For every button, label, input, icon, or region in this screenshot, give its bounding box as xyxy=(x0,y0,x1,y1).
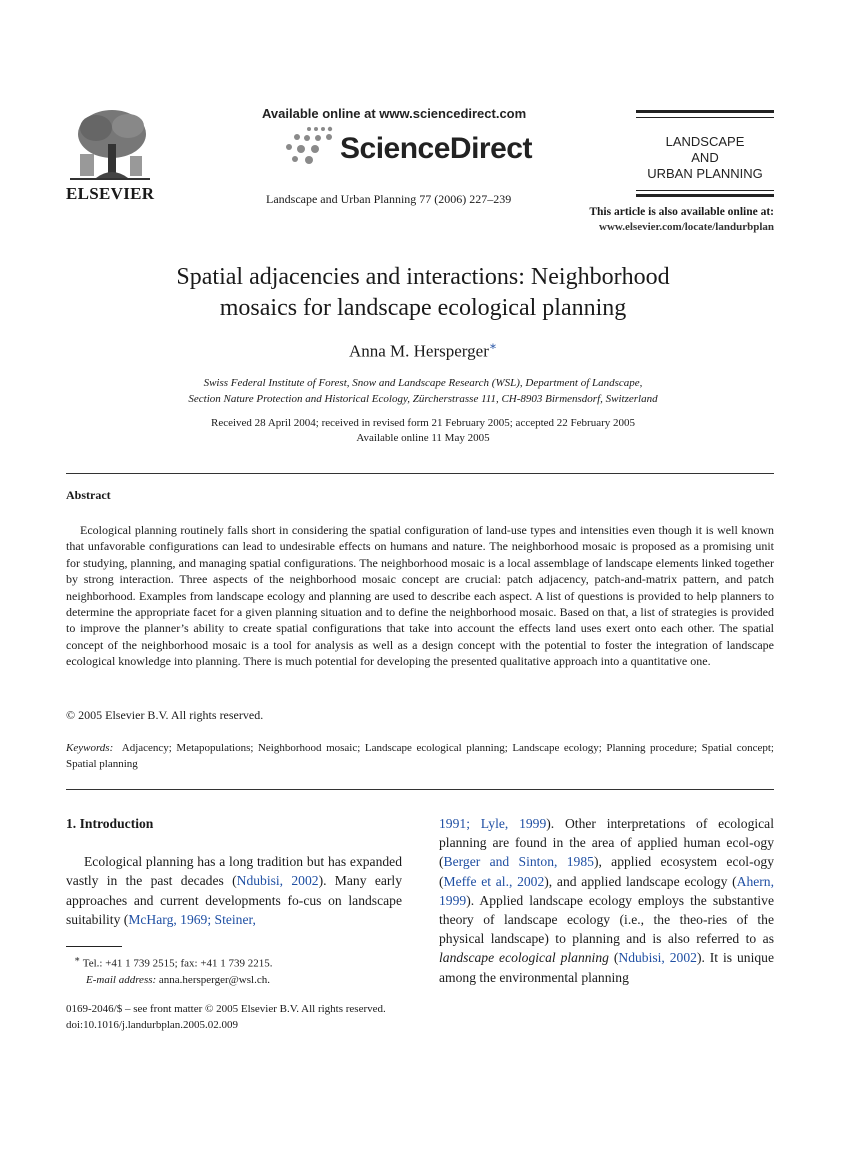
abstract-copyright: © 2005 Elsevier B.V. All rights reserved. xyxy=(66,708,264,722)
journal-citation: Landscape and Urban Planning 77 (2006) 227–239 xyxy=(266,192,512,206)
footnote xyxy=(66,951,406,988)
footnote-mark: ∗ xyxy=(74,954,81,964)
citation-link[interactable]: Ndubisi, 2002 xyxy=(236,873,319,889)
body-text: ), and applied landscape ecology ( xyxy=(544,873,737,889)
title-line: Spatial adjacencies and interactions: Neighborhood xyxy=(176,264,670,290)
body-text: ). Applied landscape ecology employs the substantive theory of landscape ecology (i.e., the theo-ries of the physical landscape) to planning and is also referred to as xyxy=(439,892,774,947)
left-column xyxy=(66,814,402,929)
intro-paragraph xyxy=(66,852,402,929)
divider xyxy=(66,473,774,474)
divider xyxy=(66,789,774,790)
citation-link[interactable]: Meffe et al., 2002 xyxy=(443,873,545,889)
body-text: Ecological planning has a long tradition but has expanded vastly in the past decades ( xyxy=(66,854,402,889)
sciencedirect-wordmark: ScienceDirect xyxy=(340,132,532,165)
body-text: ). It is unique among the environmental planning xyxy=(439,950,774,985)
article-dates xyxy=(100,416,746,446)
available-online-text: Available online at www.sciencedirect.com xyxy=(262,106,527,121)
footer-issn: 0169-2046/$ – see front matter © 2005 Elsevier B.V. All rights reserved. xyxy=(66,1003,386,1015)
affiliation-line: Section Nature Protection and Historical Ecology, Zürcherstrasse 111, CH-8903 Birmensdorf, Switzerland xyxy=(188,393,658,405)
abstract-paragraph: Ecological planning routinely falls short in considering the spatial configuration of land-use types and intensities even though it is well known that unfavorable configurations can lead to undesirable effects on humans and nature. The neighborhood mosaic is proposed as a promising unit for studying, planning, and managing spatial configurations. The neighborhood mosaic is a local assemblage of landscape elements linked together by strong interaction. Three aspects of the neighborhood mosaic concept are crucial: patch adjacency, patch-and-matrix pattern, and patch neighborhood. Examples from landscape ecology and planning are used to describe each aspect. A list of questions is provided to help planners to determine the appropriate facet for a given planning situation and to define the neighborhood mosaic. Based on that, a list of strategies is provided to improve the planner’s ability to create spatial configurations that take into account the effects land uses exert onto each other. The spatial concept of the neighborhood mosaic is a tool for analysis as well as a design concept with the potential to foster the integration of landscape ecological knowledge into planning. There is much potential for developing the presented qualitative approach into a quantitative one. xyxy=(66,523,774,669)
footnote-contact-text: Tel.: +41 1 739 2515; fax: +41 1 739 2215. xyxy=(80,957,273,970)
body-text: ), applied ecosystem ecol-ogy ( xyxy=(439,854,774,889)
body-text: ( xyxy=(608,950,619,966)
keywords-label: Keywords: xyxy=(66,742,114,754)
intro-paragraph-continued xyxy=(439,814,774,987)
body-text: ). Other interpretations of ecological planning are found in the area of applied human ecol-ogy ( xyxy=(439,816,774,870)
italic-term: landscape ecological planning xyxy=(439,950,609,966)
footer xyxy=(66,1002,466,1033)
footnote-contact xyxy=(66,951,406,972)
citation-link[interactable]: Ahern, 1999 xyxy=(439,873,774,908)
sciencedirect-dots-icon xyxy=(285,125,337,165)
abstract-heading: Abstract xyxy=(66,488,111,502)
dates-online: Available online 11 May 2005 xyxy=(356,432,490,444)
affiliation-line: Swiss Federal Institute of Forest, Snow and Landscape Research (WSL), Department of Landscape, xyxy=(203,377,643,389)
keywords xyxy=(66,740,774,772)
publisher-name: ELSEVIER xyxy=(66,184,155,203)
citation-link[interactable]: Ndubisi, 2002 xyxy=(618,950,697,966)
body-text: ). Many early approaches and current developments fo-cus on landscape suitability ( xyxy=(66,873,402,927)
footnote-rule xyxy=(66,946,122,947)
citation-link[interactable]: 1991; Lyle, 1999 xyxy=(439,816,547,831)
footnote-email xyxy=(66,972,406,988)
author-name: Anna M. Hersperger xyxy=(348,341,489,361)
section-heading: 1. Introduction xyxy=(66,816,154,831)
email-label: E-mail address: xyxy=(86,973,157,986)
online-note: This article is also available online at: xyxy=(589,206,774,218)
journal-logo-line: LANDSCAPE xyxy=(665,134,745,149)
dates-received: Received 28 April 2004; received in revised form 21 February 2005; accepted 22 February 2005 xyxy=(211,417,635,429)
journal-logo-line: URBAN PLANNING xyxy=(647,166,763,181)
title-line: mosaics for landscape ecological planning xyxy=(219,295,627,321)
journal-logo xyxy=(636,134,774,182)
journal-logo-rule xyxy=(636,190,774,191)
citation-link[interactable]: McHarg, 1969; Steiner, xyxy=(128,911,256,927)
footer-doi[interactable]: doi:10.1016/j.landurbplan.2005.02.009 xyxy=(66,1018,239,1031)
journal-logo-line: AND xyxy=(691,150,719,165)
keywords-list: Adjacency; Metapopulations; Neighborhood mosaic; Landscape ecological planning; Landscape ecology; Planning procedure; Spatial concept; Spatial planning xyxy=(66,742,774,770)
journal-logo-rule xyxy=(636,110,774,113)
right-column xyxy=(439,814,774,987)
journal-logo-rule xyxy=(636,117,774,118)
author-footnote-link[interactable]: ∗ xyxy=(488,339,498,353)
author xyxy=(100,339,746,362)
abstract-body xyxy=(66,522,774,670)
affiliation xyxy=(100,375,746,407)
email-link[interactable]: anna.hersperger@wsl.ch. xyxy=(156,973,270,986)
journal-url-link[interactable]: www.elsevier.com/locate/landurbplan xyxy=(599,221,774,233)
article-title xyxy=(100,262,746,324)
citation-link[interactable]: Berger and Sinton, 1985 xyxy=(443,854,594,870)
journal-logo-rule xyxy=(636,194,774,197)
